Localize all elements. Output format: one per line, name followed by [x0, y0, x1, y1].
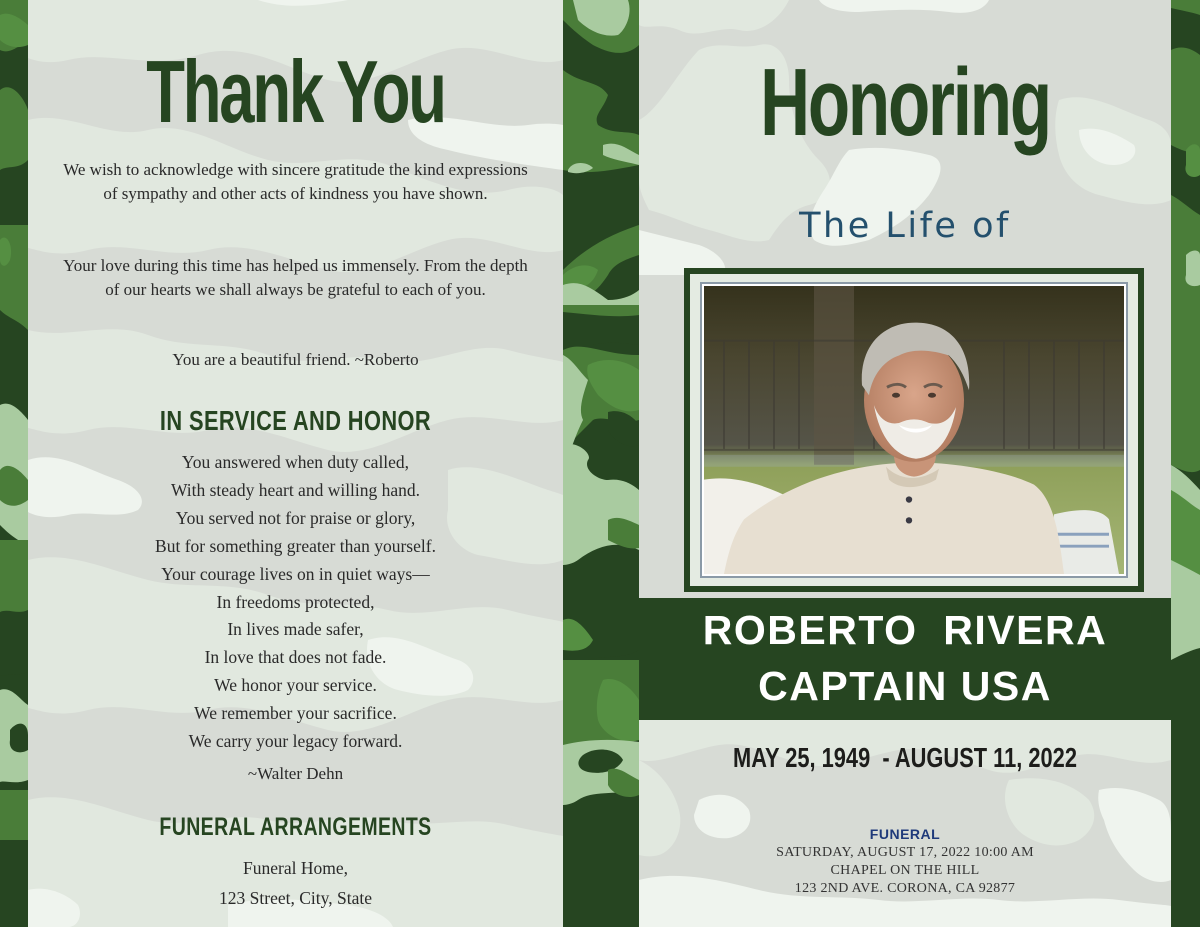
love-paragraph: Your love during this time has helped us immensely. From the depth of our hearts we shall always be grateful to each of you. [63, 256, 528, 299]
thank-you-panel [28, 0, 563, 927]
portrait-photo [704, 286, 1124, 574]
friend-signature-line: You are a beautiful friend. ~Roberto [172, 350, 419, 369]
poem-line: Your courage lives on in quiet ways— [161, 563, 430, 584]
service-poem [28, 449, 563, 756]
honoring-title: Honoring [760, 49, 1050, 156]
portrait-image-icon [704, 286, 1124, 574]
funeral-home-address [28, 853, 563, 913]
poem-line: We remember your sacrifice. [194, 703, 397, 724]
camo-border-left [0, 0, 28, 927]
poem-line: But for something greater than yourself. [155, 535, 436, 556]
funeral-service-details [639, 844, 1171, 898]
camo-pattern-icon [0, 0, 28, 927]
portrait-frame [684, 268, 1144, 592]
poem-line: In lives made safer, [227, 619, 364, 640]
poem-line: With steady heart and willing hand. [170, 479, 421, 500]
deceased-rank: CAPTAIN USA [758, 663, 1052, 709]
poem-line: We carry your legacy forward. [188, 731, 403, 752]
camo-pattern-icon [1171, 0, 1200, 927]
deceased-name: ROBERTO RIVERA [702, 607, 1108, 653]
camo-border-right [1171, 0, 1200, 927]
poem-line: In freedoms protected, [216, 591, 375, 612]
funeral-service-label: FUNERAL [869, 826, 941, 842]
camo-pattern-icon [563, 0, 639, 927]
funeral-home-name: Funeral Home, [243, 858, 348, 878]
poem-line: In love that does not fade. [204, 647, 387, 668]
name-rank-banner [639, 598, 1171, 720]
thank-you-title: Thank You [146, 42, 445, 141]
poem-line: You answered when duty called, [181, 452, 410, 472]
acknowledgement-paragraph: We wish to acknowledge with sincere gratitude the kind expressions of sympathy and other acts of kindness you have shown. [63, 160, 528, 203]
poem-line: We honor your service. [214, 675, 377, 696]
funeral-arrangements-heading: FUNERAL ARRANGEMENTS [159, 813, 432, 841]
honoring-cover-panel [639, 0, 1171, 927]
camo-divider-center [563, 0, 639, 927]
poem-line: You served not for praise or glory, [175, 507, 416, 528]
life-of-subtitle: The Life of [799, 206, 1011, 246]
service-venue: CHAPEL ON THE HILL [830, 863, 980, 878]
portrait-mat [700, 282, 1128, 578]
service-honor-heading: IN SERVICE AND HONOR [159, 405, 432, 436]
service-address: 123 2ND AVE. CORONA, CA 92877 [794, 881, 1016, 896]
service-datetime: SATURDAY, AUGUST 17, 2022 10:00 AM [776, 845, 1034, 860]
life-dates: MAY 25, 1949 - AUGUST 11, 2022 [733, 742, 1077, 773]
poem-author: ~Walter Dehn [247, 764, 344, 783]
funeral-home-street: 123 Street, City, State [219, 888, 372, 908]
